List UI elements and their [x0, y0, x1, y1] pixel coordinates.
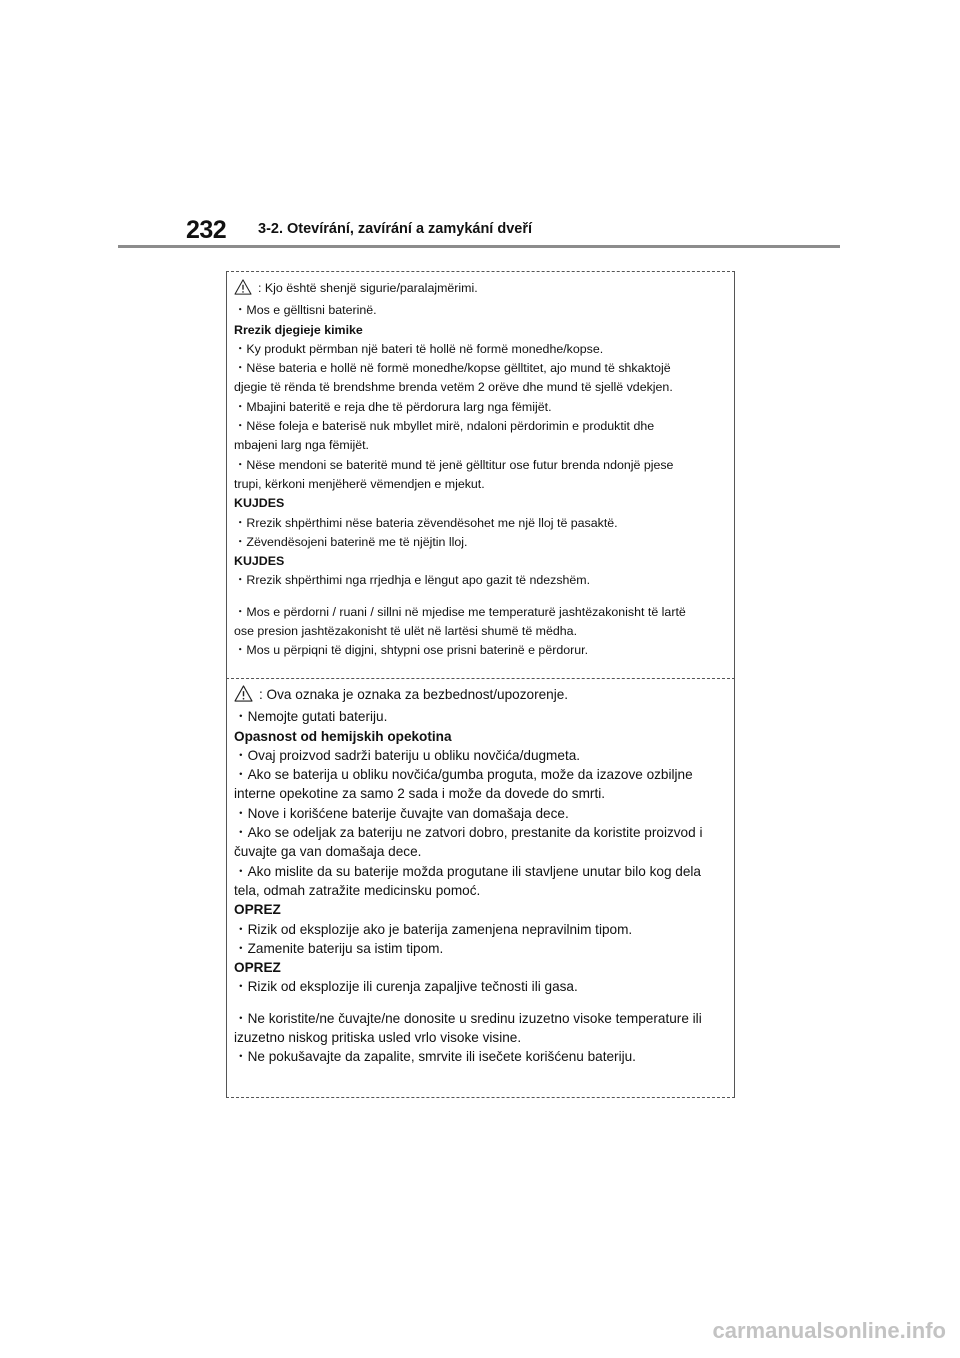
line-text: ・Nëse mendoni se bateritë mund të jenë gëlltitur ose futur brenda ndonjë pjese — [234, 457, 674, 472]
text-line — [234, 417, 724, 436]
text-line — [234, 1009, 724, 1028]
line-text: izuzetno niskog pritiska usled vrlo visoke visine. — [234, 1030, 522, 1046]
text-line — [234, 920, 724, 939]
line-text: tela, odmah zatražite medicinsku pomoć. — [234, 882, 481, 898]
text-line — [234, 707, 724, 726]
text-line — [234, 279, 724, 301]
line-text: ・Nove i korišćene baterije čuvajte van domašaja dece. — [234, 805, 569, 821]
header-divider — [118, 245, 840, 248]
warning-box-bottom-border — [226, 1097, 735, 1098]
line-text: ・Ako se baterija u obliku novčića/gumba proguta, može da izazove ozbiljne — [234, 767, 693, 783]
line-text: OPREZ — [234, 902, 281, 918]
line-text: ・Rizik od eksplozije ako je baterija zamenjena nepravilnim tipom. — [234, 921, 633, 937]
text-line — [234, 622, 724, 641]
text-line — [234, 784, 724, 803]
section-heading — [234, 321, 724, 340]
text-line — [234, 1028, 724, 1047]
section-heading — [234, 494, 724, 513]
text-line — [234, 514, 724, 533]
text-line — [234, 823, 724, 842]
section-heading — [234, 958, 724, 977]
text-line — [234, 301, 724, 320]
line-text: ・Ne pokušavajte da zapalite, smrvite ili isečete korišćenu bateriju. — [234, 1049, 636, 1065]
text-line — [234, 456, 724, 475]
line-text: ・Rrezik shpërthimi nëse bateria zëvendësohet me një lloj të pasaktë. — [234, 515, 618, 530]
serbian-warning-section — [234, 685, 724, 1067]
line-text: interne opekotine za samo 2 sada i može da dovede do smrti. — [234, 786, 606, 802]
line-text: trupi, kërkoni menjëherë vëmendjen e mjekut. — [234, 476, 485, 491]
text-line — [234, 842, 724, 861]
line-text: OPREZ — [234, 960, 281, 976]
line-text: Rrezik djegieje kimike — [234, 322, 363, 337]
text-line — [234, 977, 724, 996]
line-text: ose presion jashtëzakonisht të ulët në lartësi shumë të mëdha. — [234, 624, 578, 639]
line-text: čuvajte ga van domašaja dece. — [234, 844, 422, 860]
footer-watermark: carmanualsonline.info — [712, 1318, 946, 1343]
line-text: ・Ne koristite/ne čuvajte/ne donosite u sredinu izuzetno visoke temperature ili — [234, 1010, 702, 1026]
albanian-warning-section — [234, 279, 724, 661]
text-line — [234, 603, 724, 622]
section-divider — [226, 678, 735, 679]
text-line — [234, 765, 724, 784]
section-title: 3-2. Otevírání, zavírání a zamykání dveří — [258, 221, 533, 237]
line-text: djegie të rënda të brendshme brenda vetëm 2 orëve dhe mund të sjellë vdekjen. — [234, 380, 673, 395]
line-text: KUJDES — [234, 554, 285, 569]
text-line — [234, 436, 724, 455]
text-line — [234, 378, 724, 397]
text-line — [234, 398, 724, 417]
line-text: KUJDES — [234, 496, 285, 511]
line-text: ・Rrezik shpërthimi nga rrjedhja e lëngut apo gazit të ndezshëm. — [234, 573, 591, 588]
warning-triangle-icon — [234, 685, 253, 707]
text-line — [234, 881, 724, 900]
section-heading — [234, 552, 724, 571]
text-line — [234, 340, 724, 359]
text-line — [234, 939, 724, 958]
line-text: : Kjo është shenjë sigurie/paralajmërimi. — [258, 281, 478, 295]
line-text: ・Nëse foleja e baterisë nuk mbyllet mirë, ndaloni përdorimin e produktit dhe — [234, 419, 655, 434]
text-line — [234, 746, 724, 765]
text-line — [234, 804, 724, 823]
line-text: ・Mos e gëlltisni baterinë. — [234, 303, 377, 318]
line-text: ・Rizik od eksplozije ili curenja zapaljive tečnosti ili gasa. — [234, 979, 578, 995]
line-text: ・Mbajini bateritë e reja dhe të përdorura larg nga fëmijët. — [234, 399, 552, 414]
line-text: : Ova oznaka je oznaka za bezbednost/upozorenje. — [259, 687, 569, 702]
page-number: 232 — [186, 216, 227, 244]
line-text: ・Nëse bateria e hollë në formë monedhe/kopse gëlltitet, ajo mund të shkaktojë — [234, 361, 671, 376]
section-heading — [234, 900, 724, 919]
text-line — [234, 359, 724, 378]
text-line — [234, 571, 724, 590]
text-line — [234, 1047, 724, 1066]
line-text: ・Ako mislite da su baterije možda progutane ili stavljene unutar bilo kog dela — [234, 863, 701, 879]
text-line — [234, 533, 724, 552]
line-text: ・Zëvendësojeni baterinë me të njëjtin lloj. — [234, 534, 468, 549]
line-text: Opasnost od hemijskih opekotina — [234, 728, 452, 744]
warning-triangle-icon — [234, 279, 252, 301]
line-text: ・Zamenite bateriju sa istim tipom. — [234, 940, 444, 956]
text-line — [234, 685, 724, 707]
line-text: ・Mos u përpiqni të digjni, shtypni ose prisni baterinë e përdorur. — [234, 643, 589, 658]
text-line — [234, 862, 724, 881]
section-heading — [234, 727, 724, 746]
warning-box-top-border — [226, 271, 735, 272]
line-text: mbajeni larg nga fëmijët. — [234, 438, 369, 453]
line-text: ・Mos e përdorni / ruani / sillni në mjedise me temperaturë jashtëzakonisht të lartë — [234, 604, 686, 619]
text-line — [234, 475, 724, 494]
text-line — [234, 641, 724, 660]
line-text: ・Ako se odeljak za bateriju ne zatvori dobro, prestanite da koristite proizvod i — [234, 825, 703, 841]
line-text: ・Ovaj proizvod sadrži bateriju u obliku novčića/dugmeta. — [234, 747, 581, 763]
line-text: ・Ky produkt përmban një bateri të hollë në formë monedhe/kopse. — [234, 341, 604, 356]
line-text: ・Nemojte gutati bateriju. — [234, 709, 388, 725]
